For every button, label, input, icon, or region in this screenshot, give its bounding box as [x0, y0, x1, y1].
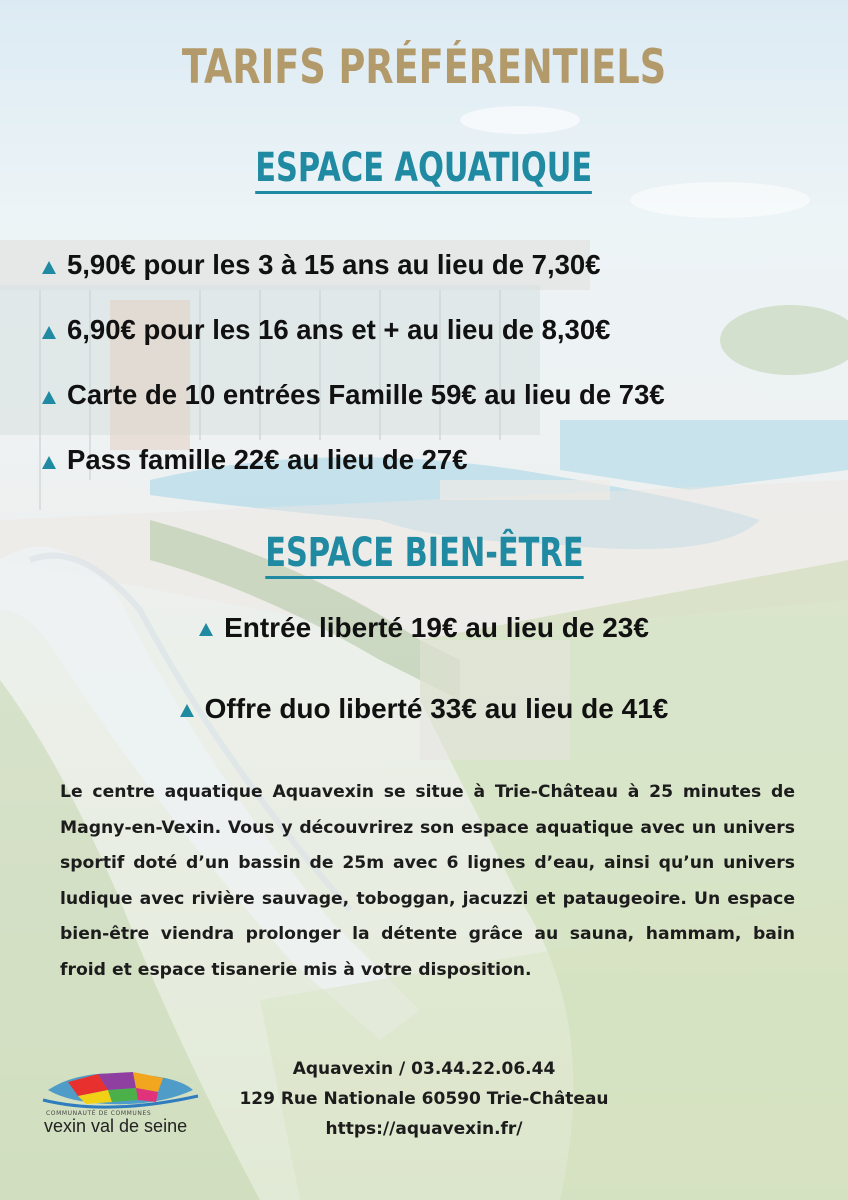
- price-item: [0, 612, 848, 644]
- triangle-up-icon: [42, 391, 56, 404]
- price-item: [42, 232, 822, 297]
- price-item-text: Offre duo liberté 33€ au lieu de 41€: [204, 693, 669, 724]
- triangle-up-icon: [42, 326, 56, 339]
- triangle-up-icon: [199, 623, 213, 636]
- price-item-text: 6,90€ pour les 16 ans et + au lieu de 8,30€: [67, 313, 611, 345]
- triangle-up-icon: [42, 456, 56, 469]
- section-title-aquatique: [0, 145, 848, 194]
- price-item: [42, 362, 822, 427]
- page-title: TARIFS PRÉFÉRENTIELS: [181, 40, 667, 95]
- triangle-up-icon: [180, 704, 194, 717]
- contact-address: 129 Rue Nationale 60590 Trie-Château: [239, 1089, 609, 1109]
- aquatique-price-list: [42, 232, 822, 492]
- contact-phone: Aquavexin / 03.44.22.06.44: [292, 1059, 556, 1079]
- contact-block: [200, 1054, 648, 1144]
- description-paragraph: Le centre aquatique Aquavexin se situe à Trie-Château à 25 minutes de Magny-en-Vexin. Vous y découvrirez son espace aquatique avec un univers sportif doté d’un bassin de 25m avec 6 lignes d’eau, ainsi qu’un univers ludique avec rivière sauvage, toboggan, jacuzzi et pataugeoire. Un espace bien-être viendra prolonger la détente grâce au sauna, hammam, bain froid et espace tisanerie mis à votre disposition.: [60, 782, 795, 980]
- price-item-text: Entrée liberté 19€ au lieu de 23€: [224, 612, 649, 643]
- price-item-text: Pass famille 22€ au lieu de 27€: [67, 443, 468, 475]
- logo-subtitle: COMMUNAUTÉ DE COMMUNES: [46, 1110, 152, 1117]
- section-title-bien-etre-text: ESPACE BIEN-ÊTRE: [265, 532, 583, 579]
- triangle-up-icon: [42, 261, 56, 274]
- price-item: [42, 297, 822, 362]
- price-item-text: 5,90€ pour les 3 à 15 ans au lieu de 7,30€: [67, 248, 601, 280]
- section-title-aquatique-text: ESPACE AQUATIQUE: [256, 147, 593, 194]
- contact-website-link[interactable]: https://aquavexin.fr/: [325, 1119, 523, 1139]
- price-item-text: Carte de 10 entrées Famille 59€ au lieu de 73€: [67, 378, 665, 410]
- logo-name: vexin val de seine: [44, 1116, 188, 1136]
- section-title-bien-etre: [0, 530, 848, 579]
- price-item: [0, 693, 848, 725]
- price-item: [42, 427, 822, 492]
